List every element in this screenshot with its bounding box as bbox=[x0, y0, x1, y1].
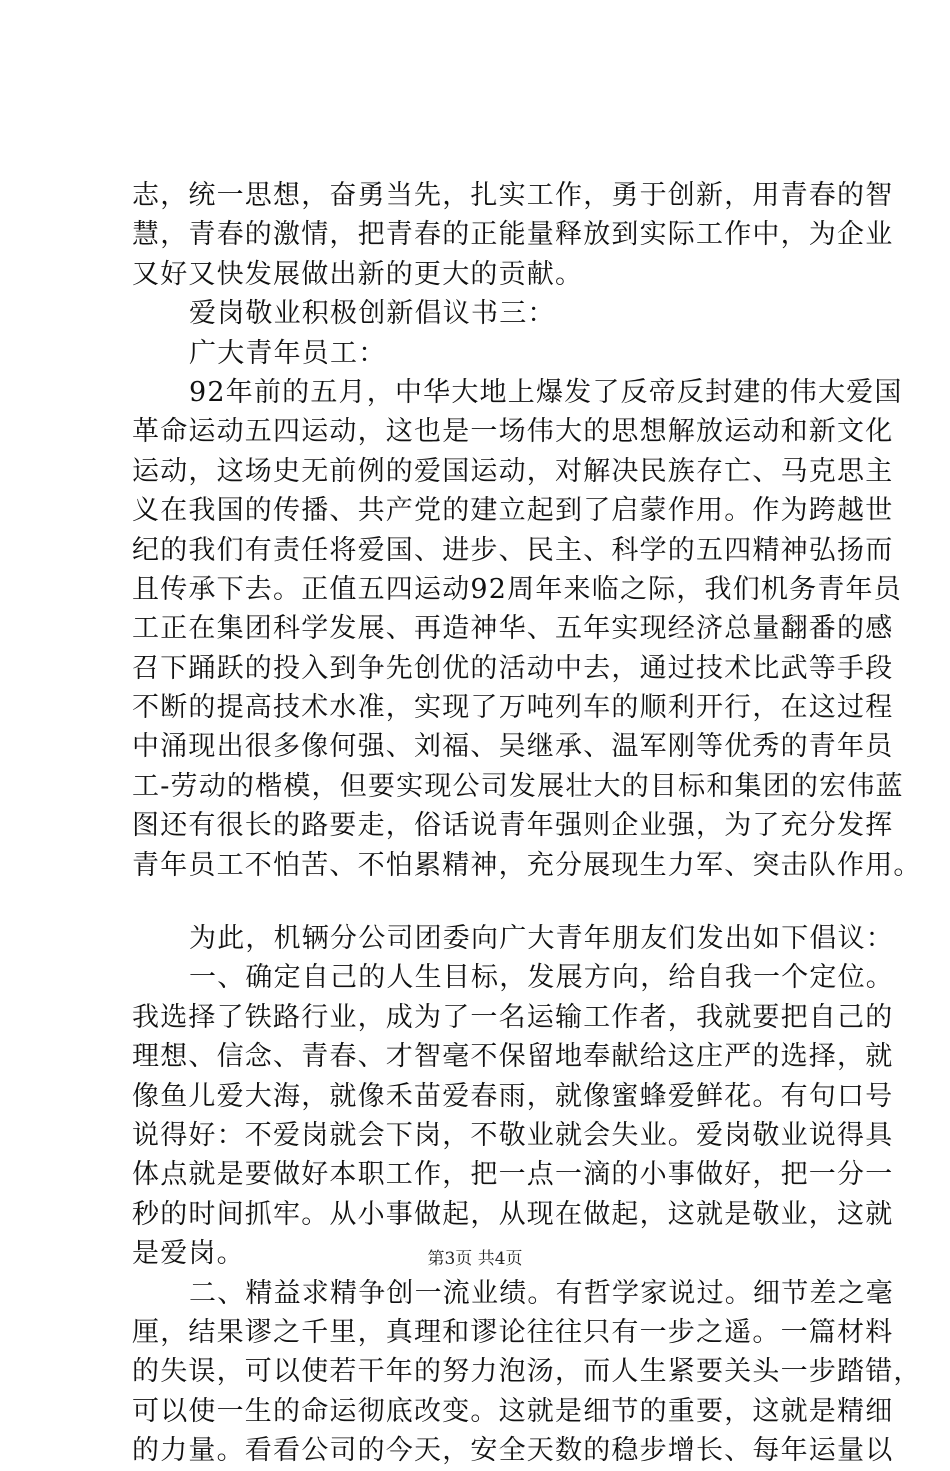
text-line: 纪的我们有责任将爱国、进步、民主、科学的五四精神弘扬而 bbox=[132, 534, 894, 566]
text-line: 召下踊跃的投入到争先创优的活动中去，通过技术比武等手段 bbox=[132, 652, 894, 684]
text-line: 图还有很长的路要走，俗话说青年强则企业强，为了充分发挥 bbox=[132, 810, 894, 842]
text-line: 是爱岗。 bbox=[132, 1238, 245, 1270]
text-line: 的失误，可以使若干年的努力泡汤，而人生紧要关头一步踏错， bbox=[132, 1356, 922, 1388]
text-line: 的力量。看看公司的今天，安全天数的稳步增长、每年运量以 bbox=[132, 1435, 894, 1467]
text-line: 二、精益求精争创一流业绩。有哲学家说过。细节差之毫 bbox=[189, 1277, 894, 1309]
text-line: 一、确定自己的人生目标，发展方向，给自我一个定位。 bbox=[189, 962, 894, 994]
text-line: 不断的提高技术水准，实现了万吨列车的顺利开行，在这过程 bbox=[132, 692, 894, 724]
section-heading: 爱岗敬业积极创新倡议书三： bbox=[189, 298, 556, 330]
text-line: 秒的时间抓牢。从小事做起，从现在做起，这就是敬业，这就 bbox=[132, 1198, 894, 1230]
page-footer bbox=[0, 1244, 950, 1269]
text-line: 运动，这场史无前例的爱国运动，对解决民族存亡、马克思主 bbox=[132, 455, 894, 487]
text-line: 义在我国的传播、共产党的建立起到了启蒙作用。作为跨越世 bbox=[132, 495, 894, 527]
text-line: 中涌现出很多像何强、刘福、吴继承、温军刚等优秀的青年员 bbox=[132, 731, 894, 763]
text-line: 青年员工不怕苦、不怕累精神，充分展现生力军、突击队作用。 bbox=[132, 849, 922, 881]
text-line: 为此，机辆分公司团委向广大青年朋友们发出如下倡议： bbox=[189, 923, 894, 955]
page-number: 第3页 共4页 bbox=[427, 1249, 523, 1269]
text-line: 且传承下去。正值五四运动92周年来临之际，我们机务青年员 bbox=[132, 573, 902, 605]
document-body bbox=[132, 176, 922, 1471]
text-line: 理想、信念、青春、才智毫不保留地奉献给这庄严的选择，就 bbox=[132, 1041, 894, 1073]
text-line: 我选择了铁路行业，成为了一名运输工作者，我就要把自己的 bbox=[132, 1001, 894, 1033]
text-line: 又好又快发展做出新的更大的贡献。 bbox=[132, 258, 584, 290]
text-line: 体点就是要做好本职工作，把一点一滴的小事做好，把一分一 bbox=[132, 1159, 894, 1191]
text-line: 工正在集团科学发展、再造神华、五年实现经济总量翻番的感 bbox=[132, 613, 894, 645]
text-line: 92年前的五月，中华大地上爆发了反帝反封建的伟大爱国 bbox=[189, 376, 903, 408]
text-line: 像鱼儿爱大海，就像禾苗爱春雨，就像蜜蜂爱鲜花。有句口号 bbox=[132, 1080, 894, 1112]
text-line: 厘，结果谬之千里，真理和谬论往往只有一步之遥。一篇材料 bbox=[132, 1316, 894, 1348]
salutation: 广大青年员工： bbox=[189, 337, 387, 369]
text-line: 可以使一生的命运彻底改变。这就是细节的重要，这就是精细 bbox=[132, 1395, 894, 1427]
text-line: 工-劳动的楷模，但要实现公司发展壮大的目标和集团的宏伟蓝 bbox=[132, 770, 904, 802]
text-line: 慧，青春的激情，把青春的正能量释放到实际工作中，为企业 bbox=[132, 219, 894, 251]
text-line: 革命运动五四运动，这也是一场伟大的思想解放运动和新文化 bbox=[132, 416, 894, 448]
text-line: 说得好：不爱岗就会下岗，不敬业就会失业。爱岗敬业说得具 bbox=[132, 1119, 894, 1151]
text-line: 志，统一思想，奋勇当先，扎实工作，勇于创新，用青春的智 bbox=[132, 180, 894, 211]
paragraph-gap bbox=[132, 885, 832, 919]
